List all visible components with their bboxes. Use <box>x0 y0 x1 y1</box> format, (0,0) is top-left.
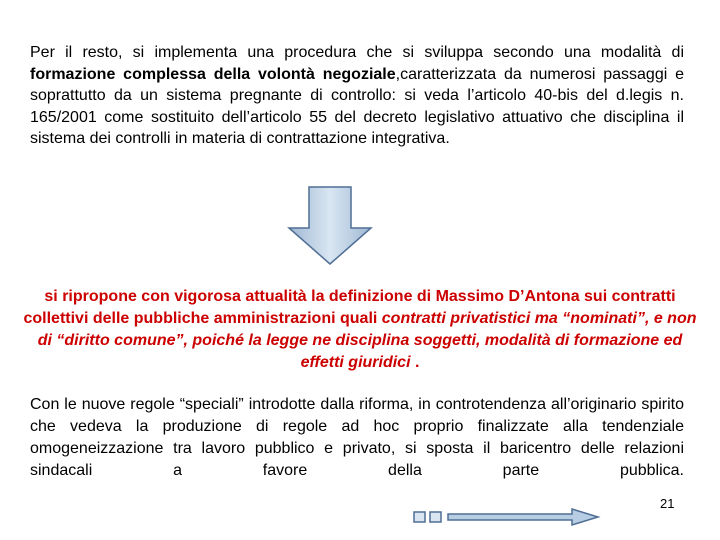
intro-text-2: ,caratterizzata da numerosi passaggi e soprattutto da un sistema pregnante di controllo: si veda l’articolo 40-bis del d.legis n. 165/2001 come sostituito dell’articolo 55 del decreto legislativo attuativo che disciplina il sistema dei controlli in materia di contrattazione integrativa. <box>30 65 684 147</box>
definition-end: . <box>410 354 420 371</box>
right-arrow-icon <box>448 509 598 525</box>
page-number: 21 <box>660 496 675 511</box>
definition-text: si ripropone con vigorosa attualità la definizione di Massimo D’Antona sui contratti collettivi delle pubbliche amministrazioni quali <box>23 288 676 327</box>
intro-text-1: Per il resto, si implementa una procedura che si sviluppa secondo una modalità di <box>30 44 684 61</box>
navigation-controls <box>412 508 602 528</box>
intro-bold-phrase: formazione complessa della volontà negoziale <box>30 65 396 83</box>
nav-square-1-icon <box>414 512 425 522</box>
nav-square-2-icon <box>430 512 441 522</box>
highlighted-definition <box>22 286 698 374</box>
conclusion-paragraph: Con le nuove regole “speciali” introdotte dalla riforma, in controtendenza all’originario spirito che vedeva la produzione di regole ad hoc proprio finalizzate alla tendenziale omogeneizzazione tra lavoro pubblico e privato, si sposta il baricentro delle relazioni sindacali a favore della parte pubblica. <box>30 396 684 479</box>
definition-italic: contratti privatistici ma “nominati”, e non di “diritto comune”, poiché la legge ne disciplina soggetti, modalità di formazione ed effetti giuridici <box>37 310 697 371</box>
down-arrow-icon <box>287 186 373 266</box>
intro-paragraph <box>30 42 684 150</box>
